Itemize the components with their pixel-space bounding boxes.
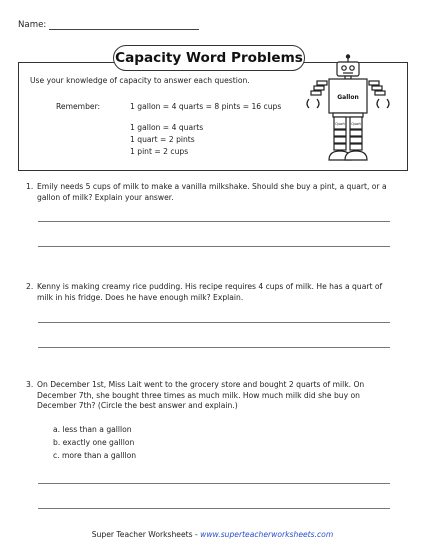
conversion-line: 1 gallon = 4 quarts = 8 pints = 16 cups <box>130 102 282 111</box>
question-number: 3. <box>26 380 34 389</box>
gallon-robot-illustration <box>303 54 393 166</box>
question-number: 2. <box>26 282 34 291</box>
conversion-line: 1 gallon = 4 quarts <box>130 123 204 132</box>
robot-leg-label: Quart <box>351 122 361 126</box>
robot-leg-label: Quart <box>335 122 345 126</box>
answer-line[interactable] <box>38 221 390 222</box>
answer-option-a[interactable]: a. less than a galllon <box>53 425 132 434</box>
robot-body-label: Gallon <box>337 94 359 101</box>
question-text: Emily needs 5 cups of milk to make a vanilla milkshake. Should she buy a pint, a quart, or a gallon of milk? Explain your answer. <box>37 182 387 202</box>
name-blank-line[interactable] <box>49 22 199 30</box>
question-number: 1. <box>26 182 34 191</box>
answer-option-c[interactable]: c. more than a galllon <box>53 451 137 460</box>
name-field <box>18 20 199 30</box>
conversion-line: 1 quart = 2 pints <box>130 135 195 144</box>
conversion-line: 1 pint = 2 cups <box>130 147 189 156</box>
page-title: Capacity Word Problems <box>113 45 305 71</box>
question-2 <box>26 282 392 303</box>
answer-line[interactable] <box>38 483 390 484</box>
answer-line[interactable] <box>38 508 390 509</box>
question-text: On December 1st, Miss Lait went to the grocery store and bought 2 quarts of milk. On December 7th, she bought three times as much milk. How much milk did she buy on December 7th? (Circle the best answer and explain.) <box>37 380 365 411</box>
answer-line[interactable] <box>38 347 390 348</box>
answer-line[interactable] <box>38 322 390 323</box>
footer <box>0 530 425 539</box>
footer-text: Super Teacher Worksheets - <box>91 530 201 539</box>
answer-option-b[interactable]: b. exactly one galllon <box>53 438 135 447</box>
remember-label: Remember: <box>56 102 101 111</box>
footer-site-link[interactable]: www.superteacherworksheets.com <box>200 530 334 539</box>
question-text: Kenny is making creamy rice pudding. His recipe requires 4 cups of milk. He has a quart of milk in his fridge. Does he have enough milk? Explain. <box>37 282 383 302</box>
question-1 <box>26 182 392 203</box>
question-3 <box>26 380 392 412</box>
name-label: Name: <box>18 20 47 30</box>
instruction-text: Use your knowledge of capacity to answer each question. <box>30 76 250 85</box>
answer-line[interactable] <box>38 246 390 247</box>
